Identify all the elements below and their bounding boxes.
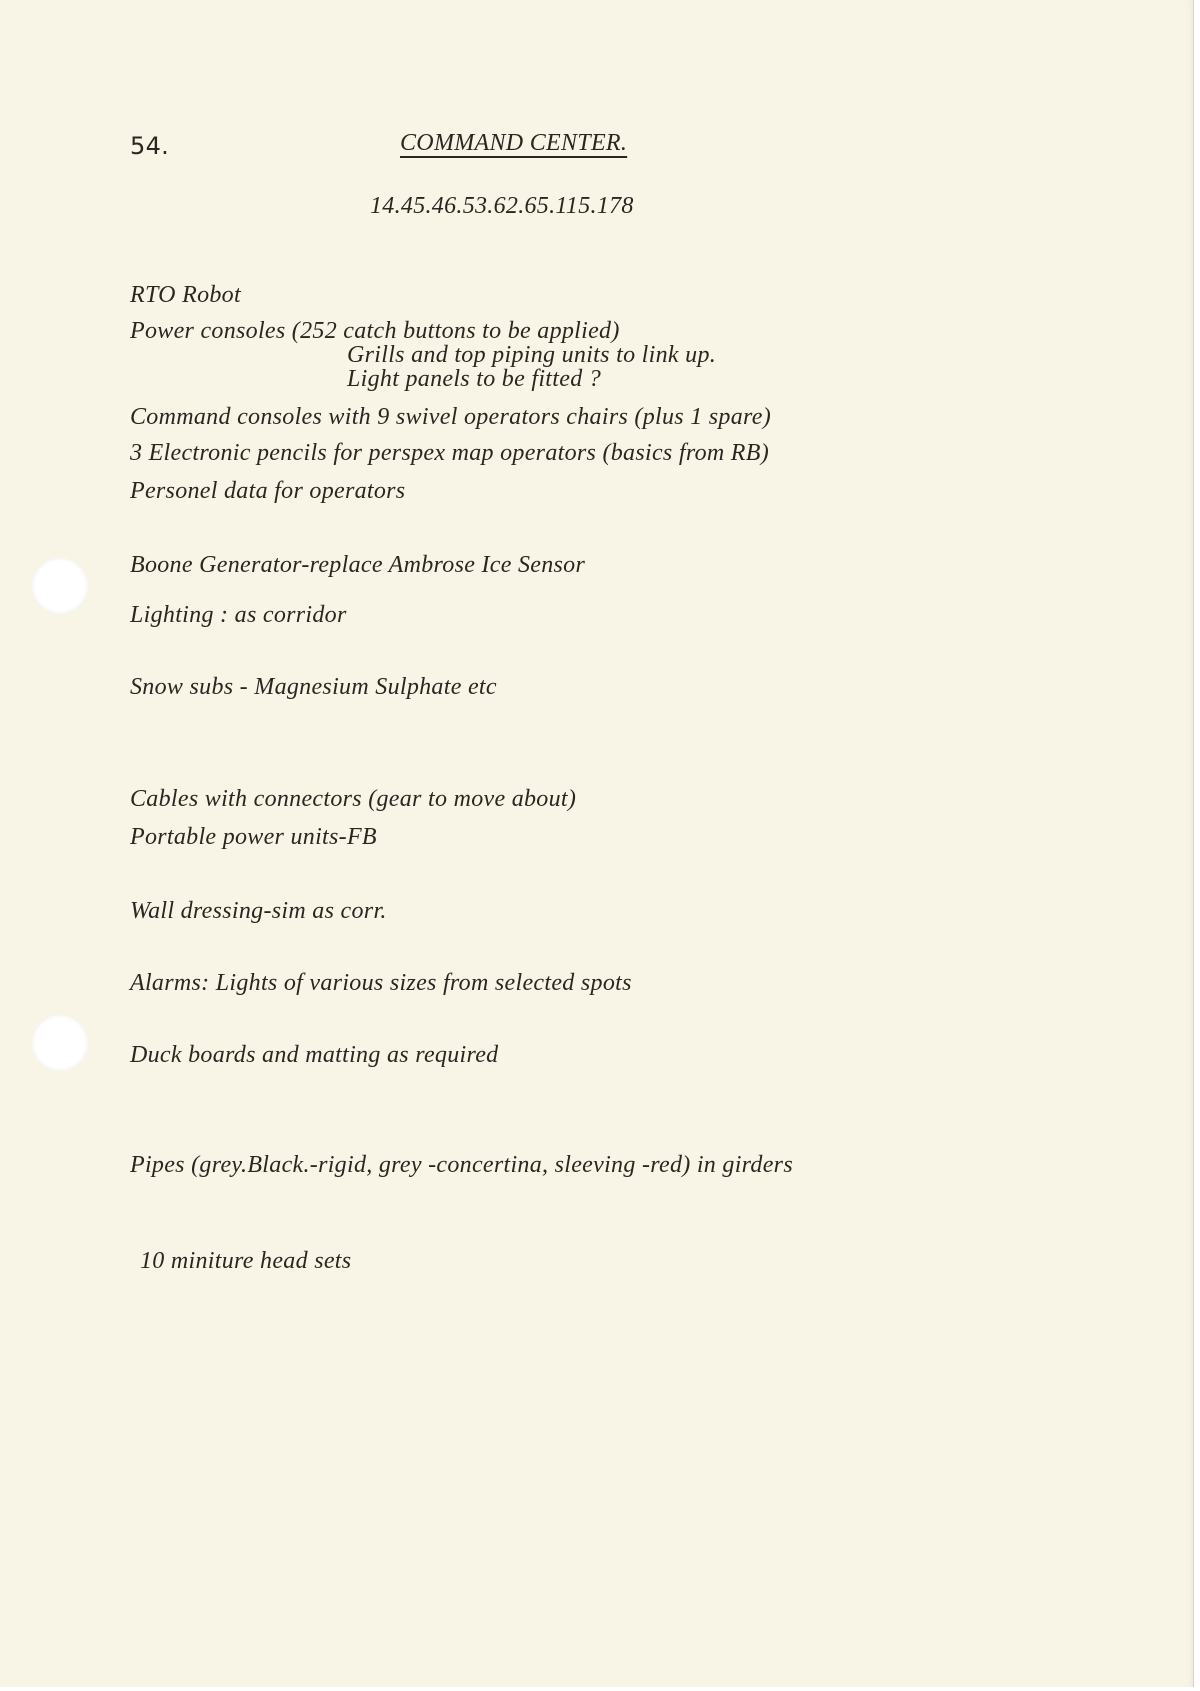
line-command-consoles: Command consoles with 9 swivel operators chairs (plus 1 spare) <box>130 404 772 430</box>
line-cables: Cables with connectors (gear to move about) <box>130 786 577 812</box>
punch-hole-lower <box>32 1015 88 1071</box>
line-lighting: Lighting : as corridor <box>130 602 347 628</box>
line-electronic-pencils: 3 Electronic pencils for perspex map operators (basics from RB) <box>130 440 770 466</box>
line-duck-boards: Duck boards and matting as required <box>130 1042 499 1068</box>
line-boone-generator: Boone Generator-replace Ambrose Ice Sensor <box>130 552 586 578</box>
line-pipes: Pipes (grey.Black.-rigid, grey -concertina, sleeving -red) in girders <box>130 1152 793 1178</box>
line-wall-dressing: Wall dressing-sim as corr. <box>130 898 387 924</box>
line-alarms: Alarms: Lights of various sizes from selected spots <box>130 970 632 996</box>
page-right-edge <box>1193 0 1200 1691</box>
page-title: COMMAND CENTER. <box>400 130 628 156</box>
line-grills-piping: Grills and top piping units to link up. <box>347 342 717 368</box>
line-portable-power: Portable power units-FB <box>130 824 377 850</box>
line-light-panels: Light panels to be fitted ? <box>347 366 602 392</box>
scene-numbers: 14.45.46.53.62.65.115.178 <box>370 193 634 219</box>
line-power-consoles: Power consoles (252 catch buttons to be applied) <box>130 318 620 344</box>
punch-hole-upper <box>32 558 88 614</box>
line-rto-robot: RTO Robot <box>130 282 241 308</box>
line-personel-data: Personel data for operators <box>130 478 406 504</box>
line-head-sets: 10 miniture head sets <box>140 1248 352 1274</box>
page-bottom-edge <box>0 1687 1200 1691</box>
line-snow-subs: Snow subs - Magnesium Sulphate etc <box>130 674 497 700</box>
page-number: 54. <box>130 132 170 160</box>
